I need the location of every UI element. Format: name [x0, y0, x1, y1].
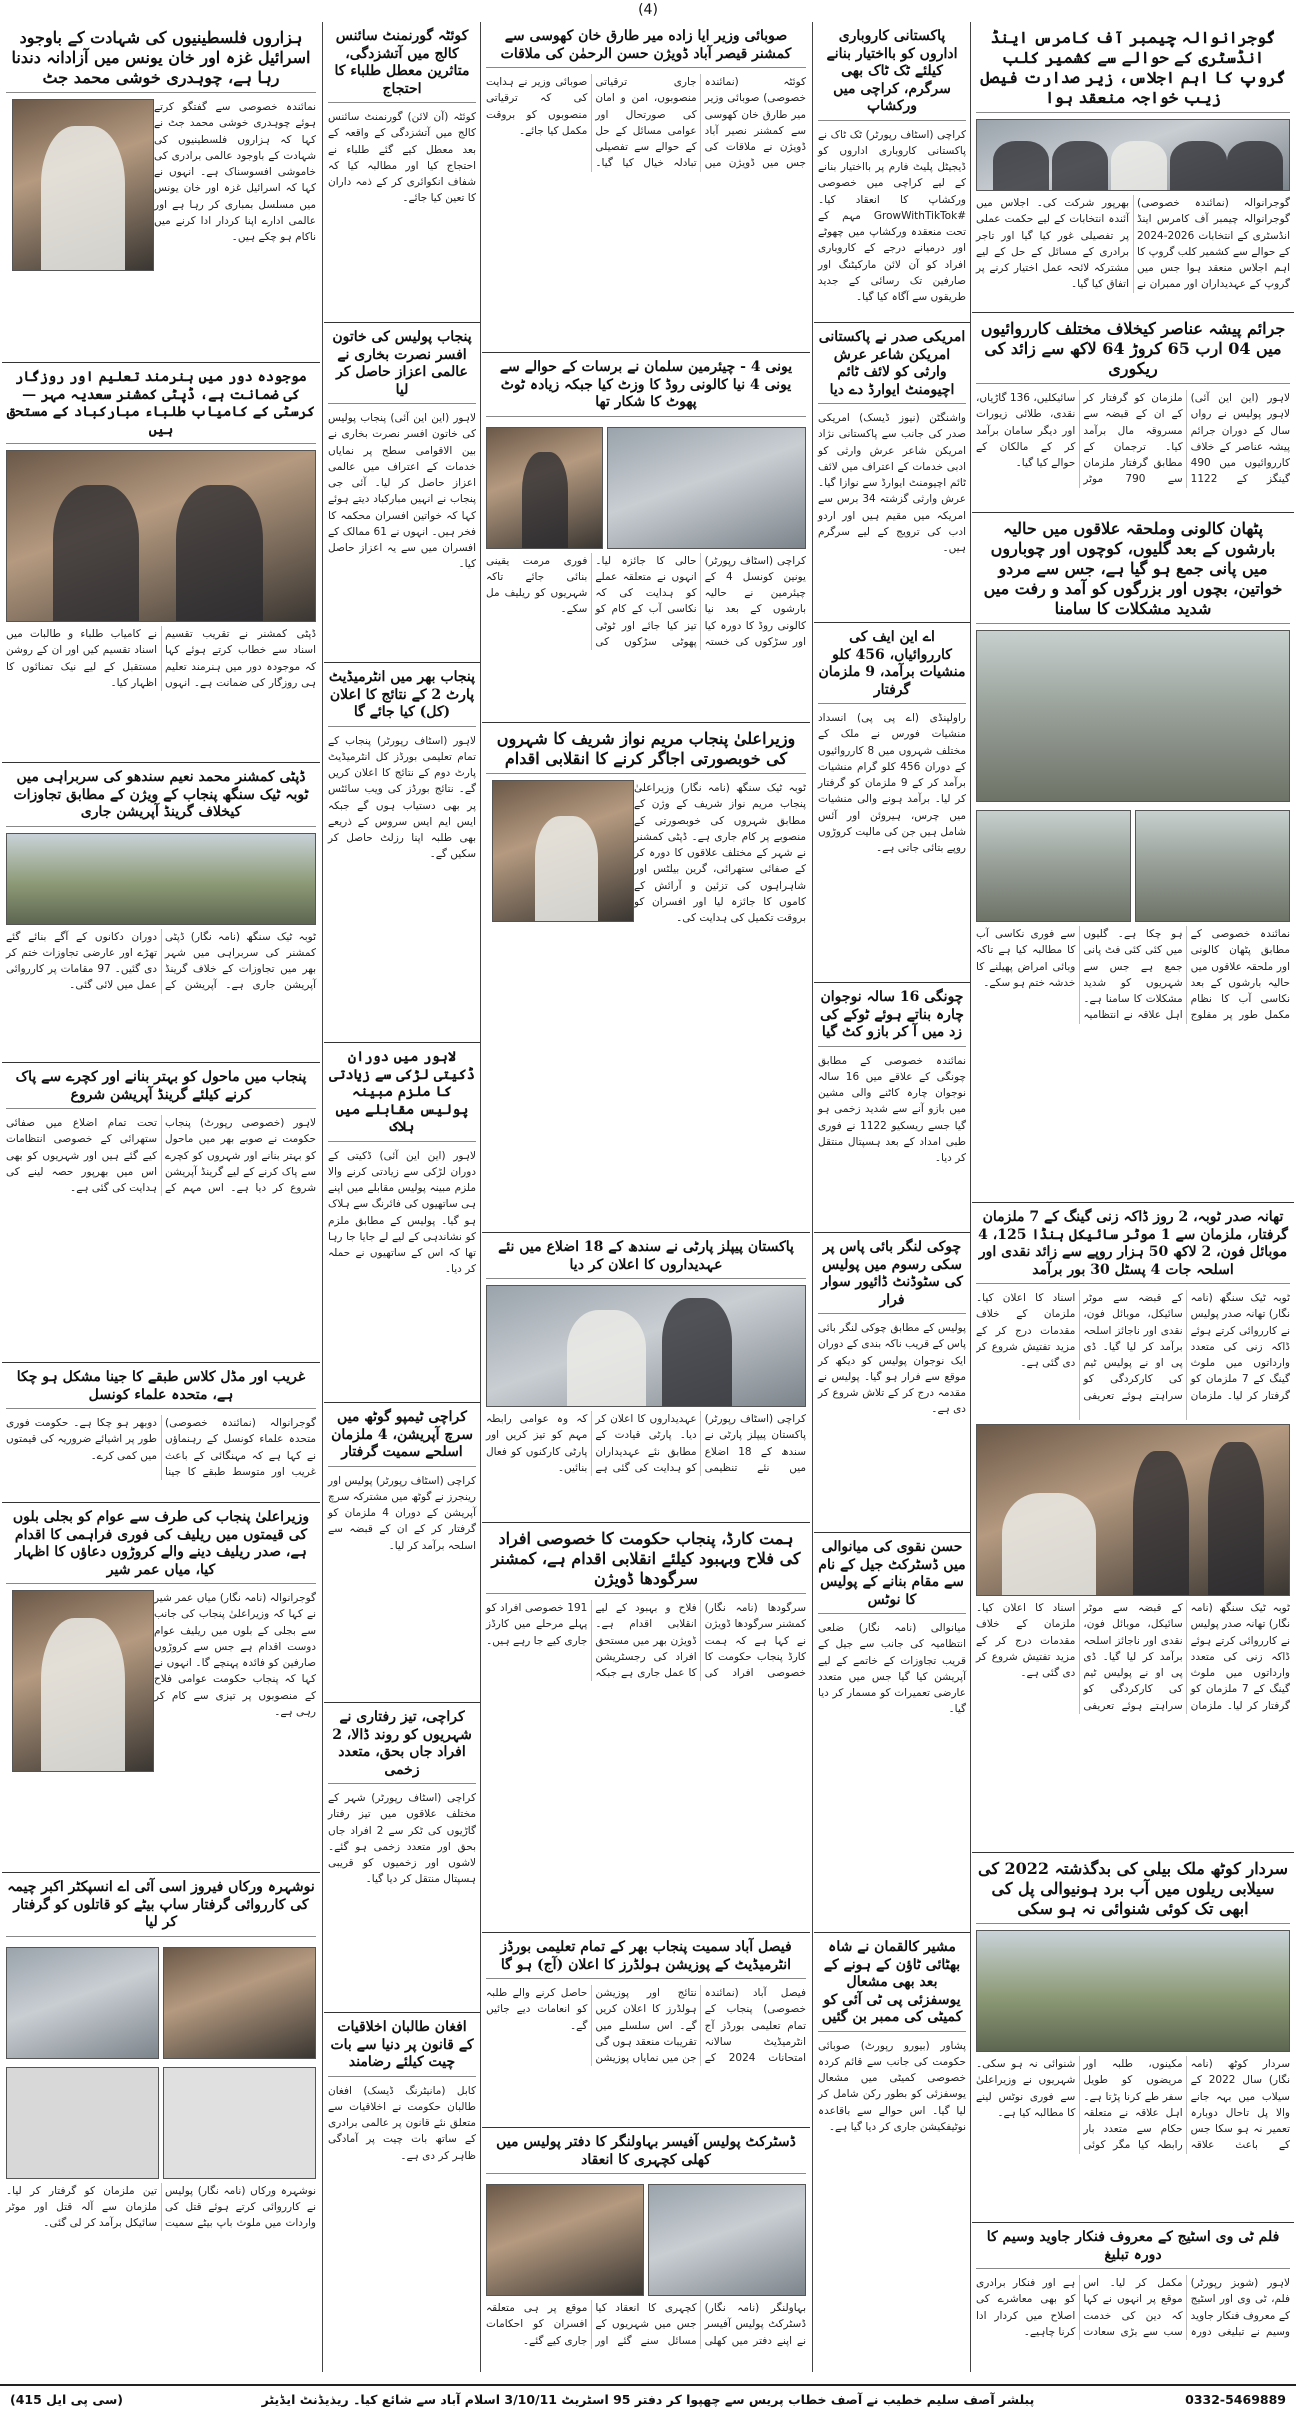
article-certificates [2, 362, 320, 762]
article-body: ٹوبہ ٹیک سنگھ (نامہ نگار) ڈپٹی کمشنر کی سربراہی میں شہر بھر میں تجاوزات کے خلاف گرینڈ آپریشن جاری ہے۔ آپریشن کے دوران دکانوں کے آگے بنائے گئے تھڑے اور عارضی تجاوزات ختم کر دی گئیں۔ 97 مقامات پر کارروائی عمل میں لائی گئی۔ [6, 930, 316, 992]
headline: ڈپٹی کمشنر محمد نعیم سندھو کی سربراہی میں ٹوبہ ٹیک سنگھ پنجاب کے ویژن کے مطابق تجاوزات کیخلاف گرینڈ آپریشن جاری [6, 769, 316, 827]
column-5 [2, 22, 320, 2372]
article-ppp [482, 1232, 810, 1522]
article-chamber-meeting [972, 22, 1294, 312]
headline: چونگی 16 سالہ نوجوان چارہ بناتے ہوئے ٹوکے کی زد میں آ کر بازو کٹ گیا [818, 989, 966, 1047]
certificate-ceremony-photo [6, 450, 316, 622]
article-search-operation [324, 1402, 480, 1702]
article-body: لاہور (این این آئی) لاہور پولیس نے رواں سال کے دوران جرائم پیشہ عناصر کے خلاف کارروائیوں میں 490 گینگز کے 1122 ملزمان کو گرفتار کر کے ان کے قبضہ سے مسروقہ مال برآمد کیا۔ ترجمان کے مطابق گرفتار ملزمان سے 790 موٹر سائیکلیں، 136 گاڑیاں، نقدی، طلائی زیورات اور دیگر سامان برآمد کر کے مالکان کے حوالے کیا گیا۔ [976, 392, 1290, 486]
article-anf [814, 622, 970, 982]
article-body: نوشہرہ ورکاں (نامہ نگار) پولیس نے کارروائی کرتے ہوئے قتل کی واردات میں ملوث باپ بیٹے سمیت تین ملزمان کو گرفتار کر لیا۔ ملزمان سے آلہ قتل اور موٹر سائیکل برآمد کر لی گئی۔ [6, 2184, 316, 2230]
headline: پنجاب میں ماحول کو بہتر بنانے اور کچرے سے پاک کرنے کیلئے گرینڈ آپریشن شروع [6, 1069, 316, 1109]
article-body: ڈپٹی کمشنر نے تقریب تقسیم اسناد سے خطاب کرتے ہوئے کہا کہ موجودہ دور میں ہنرمند تعلیم ہی روزگار کی ضمانت ہے۔ انہوں نے کامیاب طلباء و طالبات میں اسناد تقسیم کیں اور ان کے روشن مستقبل کے لیے نیک تمنائوں کا اظہار کیا۔ [6, 628, 316, 689]
article-mianwali [814, 1532, 970, 1932]
broken-bridge-photo [976, 1930, 1290, 2052]
footer-code: (سی پی ایل 415) [10, 2392, 123, 2407]
headline: پٹھان کالونی وملحقہ علاقوں میں حالیہ بارشوں کے بعد گلیوں، کوچوں اور چوباروں میں پانی جمع ہو گیا ہے، جس سے مردو خواتین، بچوں اور بزرگوں کو آمد و رفت میں شدید مشکلات کا سامنا [976, 519, 1290, 624]
headline: پاکستانی کاروباری اداروں کو بااختیار بنانے کیلئے ٹک ٹاک بھی سرگرم، کراچی میں ورکشاپ [818, 28, 966, 121]
article-body-continued: ٹوبہ ٹیک سنگھ (نامہ نگار) تھانہ صدر پولیس نے کارروائی کرتے ہوئے ڈاکہ زنی کی متعدد وارداتوں میں ملوث گینگ کے 7 ملزمان کو گرفتار کر لیا۔ ملزمان کے قبضہ سے موٹر سائیکل، موبائل فون، نقدی اور ناجائز اسلحہ برآمد کر لیا گیا۔ ڈی پی او نے پولیس ٹیم کی کارکردگی کو سراہتے ہوئے تعریفی اسناد کا اعلان کیا۔ ملزمان کے خلاف مقدمات درج کر کے مزید تفتیش شروع کر دی گئی ہے۔ [976, 1602, 1291, 1712]
article-poet-award [814, 322, 970, 622]
headline: ڈسٹرکٹ پولیس آفیسر بہاولنگر کا دفتر پولیس میں کھلی کچہری کا انعقاد [486, 2134, 806, 2174]
article-minister-meeting [482, 22, 810, 352]
article-body: کراچی (اسٹاف رپورٹر) پاکستان پیپلز پارٹی نے سندھ کے 18 اضلاع میں نئے تنظیمی عہدیداروں کا اعلان کر دیا۔ پارٹی قیادت کے مطابق نئے عہدیداران کو ہدایت کی گئی ہے کہ وہ عوامی رابطہ مہم کو تیز کریں اور پارٹی کارکنوں کو فعال بنائیں۔ [486, 1413, 807, 1474]
headline: تھانہ صدر ٹوبہ، 2 روز ڈاکہ زنی گینگ کے 7 ملزمان گرفتار، ملزمان سے 1 موٹر سائیکل ہنڈا 125، 4 موبائل فون، 2 لاکھ 50 ہزار روپے سے زائد نقدی اور اسلحہ جات 4 پسٹل 30 بور برآمد [976, 1209, 1290, 1284]
headline: پنجاب بھر میں انٹرمیڈیٹ پارٹ 2 کے نتائج کا اعلان (کل) کیا جائے گا [328, 669, 476, 727]
headline: حسن نقوی کی میانوالی میں ڈسٹرکٹ جیل کے نام سے مقام بنانے کے پولیس کا نوٹس [818, 1539, 966, 1614]
article-position-holders [482, 1932, 810, 2127]
article-beautification [482, 722, 810, 1232]
encroachment-operation-photo [6, 833, 316, 925]
footer-phone: 0332-5469889 [1185, 2392, 1286, 2407]
article-encounter [324, 1042, 480, 1402]
flooded-road-photo [1135, 810, 1290, 922]
column-3 [482, 22, 810, 2372]
article-body: لاہور (این این آئی) ڈکیتی کے دوران لڑکی سے زیادتی کرنے والا ملزم مبینہ پولیس مقابلے میں اپنے ہی ساتھیوں کی فائرنگ سے ہلاک ہو گیا۔ پولیس کے مطابق ملزم کو نشاندہی کے لیے لے جایا جا رہا تھا کہ اس کے ساتھیوں نے حملہ کر دیا۔ [328, 1149, 476, 1276]
headline: پاکستان پیپلز پارٹی نے سندھ کے 18 اضلاع میں نئے عہدیداروں کا اعلان کر دیا [486, 1239, 806, 1279]
article-body: نمائندہ خصوصی کے مطابق پٹھان کالونی اور ملحقہ علاقوں میں حالیہ بارشوں کے بعد نکاسی آب کا نظام مکمل طور پر مفلوج ہو چکا ہے۔ گلیوں میں کئی کئی فٹ پانی جمع ہے جس سے شہریوں کو شدید مشکلات کا سامنا ہے۔ اہل علاقہ نے انتظامیہ سے فوری نکاسی آب کا مطالبہ کیا ہے تاکہ وبائی امراض پھیلنے کا خدشہ ختم ہو سکے۔ [976, 928, 1290, 1022]
arrested-suspects-photo [976, 1424, 1290, 1596]
article-police-award [324, 322, 480, 662]
article-body: گوجرانوالہ (نمائندہ خصوصی) گوجرانوالہ چیمبر آف کامرس اینڈ انڈسٹری کے انتخابات 2026-2024 کے حوالے سے کشمیر کلب گروپ کا اہم اجلاس منعقد ہوا جس میں گروپ کے عہدیداران اور ممبران نے بھرپور شرکت کی۔ اجلاس میں آئندہ انتخابات کے لیے حکمت عملی پر تفصیلی غور کیا گیا اور تاجر برادری کے مسائل کے حل کے لیے مشترکہ لائحہ عمل اختیار کرنے پر اتفاق کیا گیا۔ [976, 197, 1290, 291]
article-body: گوجرانوالہ (نامہ نگار) میاں عمر شیر نے کہا کہ وزیراعلیٰ پنجاب کی جانب سے بجلی کے بلوں میں ریلیف عوام دوست اقدام ہے جس سے کروڑوں صارفین کو فائدہ پہنچے گا۔ انہوں نے کہا کہ پنجاب حکومت عوامی فلاح کے منصوبوں پر تیزی سے کام کر رہی ہے۔ [154, 1592, 316, 1718]
suspects-lineup-photo [163, 1947, 316, 2059]
headline: وزیراعلیٰ پنجاب مریم نواز شریف کا شہروں کی خوبصورتی اجاگر کرنے کا انقلابی اقدام [486, 729, 806, 774]
article-body: لاہور (شوبز رپورٹر) فلم، ٹی وی اور اسٹیج کے معروف فنکار جاوید وسیم نے تبلیغی دورہ مکمل کر لیا۔ اس موقع پر انہوں نے کہا کہ دین کی خدمت سب سے بڑی سعادت ہے اور فنکار برادری کو بھی معاشرے کی اصلاح میں کردار ادا کرنا چاہیے۔ [976, 2277, 1290, 2338]
article-body: پولیس کے مطابق چوکی لنگر بائی پاس کے قریب ناکہ بندی کے دوران ایک نوجوان پولیس کو دیکھ کر موقع سے فرار ہو گیا۔ پولیس نے مقدمہ درج کر کے تلاش شروع کر دی ہے۔ [818, 1322, 966, 1416]
dpo-office-photo [486, 2184, 644, 2296]
article-encroachment [2, 762, 320, 1062]
article-body: میانوالی (نامہ نگار) ضلعی انتظامیہ کی جانب سے جیل کے قریب تجاوزات کے خاتمے کے لیے آپریشن کیا گیا جس میں متعدد عارضی تعمیرات کو مسمار کر دیا گیا۔ [818, 1622, 966, 1716]
headline: سردار کوٹھ ملک بیلی کی بدگذشتہ 2022 کی سیلابی ریلوں میں آب برد ہونیوالی پل کی ابھی تک کوئی شنوائی نہ ہو سکی [976, 1859, 1290, 1924]
headline: لاہور میں دوران ڈکیتی لڑکی سے زیادتی کا ملزم مبینہ پولیس مقابلے میں ہلاک [328, 1049, 476, 1142]
column-rule [480, 22, 481, 2372]
article-body: راولپنڈی (اے پی پی) انسداد منشیات فورس نے ملک کے مختلف شہروں میں 8 کارروائیوں کے دوران 456 کلو گرام منشیات برآمد کر کے 9 ملزمان کو گرفتار کر لیا۔ برآمد ہونے والی منشیات میں چرس، ہیروئن اور آئس شامل ہیں جن کی مالیت کروڑوں روپے بتائی جاتی ہے۔ [818, 712, 966, 855]
evidence-photo [163, 2067, 316, 2179]
article-college-fire [324, 22, 480, 322]
article-body: بہاولنگر (نامہ نگار) ڈسٹرکٹ پولیس آفیسر نے اپنے دفتر میں کھلی کچہری کا انعقاد کیا جس میں شہریوں کے مسائل سنے گئے اور موقع پر ہی متعلقہ افسران کو احکامات جاری کیے گئے۔ [486, 2302, 806, 2347]
umar-sher-portrait [12, 1590, 154, 1772]
headline: امریکی صدر نے پاکستانی امریکن شاعر عرش وارثی کو لائف ٹائم اچیومنٹ ایوارڈ دے دیا [818, 329, 966, 404]
headline: غریب اور مڈل کلاس طبقے کا جینا مشکل ہو چکا ہے، متحدہ علماء کونسل [6, 1369, 316, 1409]
headline: مشیر کالقمان نے شاہ بھٹائی ٹاؤن کے ہونے کے بعد بھی مشعال یوسفزئی پی ٹی آئی کو کمیٹی کی ممبر بن گئیں [818, 1939, 966, 2032]
article-body: گوجرانوالہ (نمائندہ خصوصی) متحدہ علماء کونسل کے رہنماؤں نے کہا ہے کہ مہنگائی کے باعث غریب اور متوسط طبقے کا جینا دوبھر ہو چکا ہے۔ حکومت فوری طور پر اشیائے ضروریہ کی قیمتوں میں کمی کرے۔ [6, 1417, 316, 1478]
meeting-photo [976, 119, 1290, 191]
headline: یونی 4 - چیئرمین سلمان نے برسات کے حوالے سے یونی 4 نیا کالونی روڈ کا وزٹ کیا جبکہ زیادہ ٹوٹ پھوٹ کا شکار تھا [486, 359, 806, 417]
street-cars-photo [607, 427, 806, 549]
headline: چوکی لنگر بائی پاس پر سکی رسوم میں پولیس کی سٹوڈنٹ ڈائیور سوار فرار [818, 1239, 966, 1314]
headline: موجودہ دور میں ہنرمند تعلیم اور روزگار کی ضمانت ہے، ڈپٹی کمشنر سعدیہ مہر — کرسٹی کے کامیاب طلباء مبارکباد کے مستحق ہیں [6, 369, 316, 444]
article-ulema-council [2, 1362, 320, 1502]
official-at-desk-photo [492, 780, 634, 922]
khushi-muhammad-portrait [12, 99, 154, 271]
article-committee [814, 1932, 970, 2372]
headline: جرائم پیشہ عناصر کیخلاف مختلف کارروائیوں میں 04 ارب 65 کروڑ 64 لاکھ سے زائد کی ریکوری [976, 319, 1290, 384]
article-uc-visit [482, 352, 810, 722]
article-dacoit-gang [972, 1202, 1294, 1852]
headline: کراچی ٹیمپو گوٹھ میں سرچ آپریشن، 4 ملزمان اسلحے سمیت گرفتار [328, 1409, 476, 1467]
article-body: فیصل آباد (نمائندہ خصوصی) پنجاب کے تمام تعلیمی بورڈز آج انٹرمیڈیٹ سالانہ امتحانات 2024 کے نتائج اور پوزیشن ہولڈرز کا اعلان کریں گے۔ اس سلسلے میں تقریبات منعقد ہوں گی جن میں نمایاں پوزیشن حاصل کرنے والے طلبہ کو انعامات دیے جائیں گے۔ [486, 1987, 806, 2065]
headline: افغان طالبان اخلاقیات کے قانون پر دنیا سے بات چیت کیلئے رضامند [328, 2019, 476, 2077]
article-youth-injured [814, 982, 970, 1232]
chairman-portrait [486, 427, 603, 549]
article-himmat-card [482, 1522, 810, 1932]
article-body: کراچی (اسٹاف رپورٹر) ٹک ٹاک نے پاکستانی کاروباری اداروں کو ڈیجیٹل پلیٹ فارم پر بااختیار بنانے کے لیے کراچی میں خصوصی ورکشاپ کا انعقاد کیا۔ #GrowWithTikTok مہم کے تحت منعقدہ ورکشاپ میں چھوٹے اور درمیانے درجے کے کاروباری افراد کو آن لائن مارکیٹنگ اور صارفین تک رسائی کے جدید طریقوں سے آگاہ کیا گیا۔ [818, 128, 966, 304]
article-speeding [324, 1702, 480, 2012]
article-inter-results [324, 662, 480, 1042]
column-4 [324, 22, 480, 2372]
flooded-lane-photo [976, 810, 1131, 922]
article-electricity-relief [2, 1502, 320, 1872]
headline: وزیراعلیٰ پنجاب کی طرف سے عوام کو بجلی بلوں کی قیمتوں میں ریلیف کی فوری فراہمی کا اقدام ہے، صدر ریلیف دینے والے کروڑوں دعاؤں کا اظہار کیا، میاں عمر شیر [6, 1509, 316, 1584]
article-body: پشاور (بیورو رپورٹ) صوبائی حکومت کی جانب سے قائم کردہ خصوصی کمیٹی میں مشعال یوسفزئی کو بطور رکن شامل کر لیا گیا۔ اس حوالے سے باقاعدہ نوٹیفکیشن جاری کر دیا گیا ہے۔ [818, 2039, 966, 2133]
article-body: کوئٹہ (آن لائن) گورنمنٹ سائنس کالج میں آتشزدگی کے واقعہ کے بعد معطل کیے گئے طلباء نے احتجاج کیا اور مطالبہ کیا کہ شفاف انکوائری کر کے ذمہ داران کا تعین کیا جائے۔ [328, 111, 476, 205]
column-1 [972, 22, 1294, 2372]
headline: گوجرانوالہ چیمبر آف کامرس اینڈ انڈسٹری کے حوالے سے کشمیر کلب گروپ کا اہم اجلاس، زیر صدارت فیصل زیب خواجہ منعقد ہوا [976, 28, 1290, 113]
article-body: نمائندہ خصوصی کے مطابق چونگی کے علاقے میں 16 سالہ نوجوان چارہ کاٹنے والی مشین میں بازو آنے سے شدید زخمی ہو گیا جسے ریسکیو 1122 نے فوری طبی امداد کے بعد ہسپتال منتقل کر دیا۔ [818, 1054, 966, 1165]
article-murder-arrest [2, 1872, 320, 2372]
headline: صوبائی وزیر ایا زاده میر طارق خان کھوسی سے کمشنر قیصر آباد ڈویژن حسن الرحمٰن کی ملاقات [486, 28, 806, 68]
article-body: لاہور (این این آئی) پنجاب پولیس کی خاتون افسر نصرت بخاری نے بین الاقوامی سطح پر نمایاں خدمات کے اعتراف میں عالمی اعزاز حاصل کر لیا۔ آئی جی پنجاب نے انہیں مبارکباد دیتے ہوئے کہا کہ خواتین افسران محکمہ کا فخر ہیں۔ انہوں نے 61 ممالک کے افسران میں سے یہ اعزاز حاصل کیا۔ [328, 412, 476, 571]
headline: اے این ایف کی کارروائیاں، 456 کلو منشیات برآمد، 9 ملزمان گرفتار [818, 629, 966, 704]
flooded-street-photo [976, 630, 1290, 802]
article-body: کوئٹہ (نمائندہ خصوصی) صوبائی وزیر میر طارق خان کھوسی سے کمشنر نصیر آباد ڈویژن نے ملاقات کی جس میں ڈویژن میں جاری ترقیاتی منصوبوں، امن و امان کی صورتحال اور عوامی مسائل کے حل کے حوالے سے تفصیلی تبادلہ خیال کیا گیا۔ صوبائی وزیر نے ہدایت کی کہ ترقیاتی منصوبوں کو بروقت مکمل کیا جائے۔ [486, 76, 806, 170]
footer-imprint [0, 2384, 1296, 2407]
article-body: سرگودھا (نامہ نگار) کمشنر سرگودھا ڈویژن نے کہا ہے کہ ہمت کارڈ پنجاب حکومت کا خصوصی افراد کی فلاح و بہبود کے لیے انقلابی اقدام ہے۔ ڈویژن بھر میں مستحق افراد کی رجسٹریشن کا عمل جاری ہے جبکہ 191 خصوصی افراد کو پہلے مرحلے میں کارڈز جاری کیے جا رہے ہیں۔ [486, 1602, 806, 1680]
ppp-leaders-photo [486, 1285, 806, 1407]
article-body: سردار کوٹھ (نامہ نگار) سال 2022 کے سیلاب میں بہہ جانے والا پل تاحال دوبارہ تعمیر نہ ہو سکا جس کے باعث علاقہ مکینوں، طلبہ اور مریضوں کو طویل سفر طے کرنا پڑتا ہے۔ اہل علاقہ نے متعلقہ حکام سے متعدد بار رابطہ کیا مگر کوئی شنوائی نہ ہو سکی۔ شہریوں نے وزیراعلیٰ سے فوری نوٹس لینے کا مطالبہ کیا ہے۔ [976, 2058, 1290, 2152]
article-body: لاہور (خصوصی رپورٹ) پنجاب حکومت نے صوبے بھر میں ماحول کو بہتر بنانے اور شہروں کو کچرے سے پاک کرنے کے لیے گرینڈ آپریشن شروع کر دیا ہے۔ اس مہم کے تحت تمام اضلاع میں صفائی ستھرائی کے خصوصی انتظامات کیے گئے ہیں اور شہریوں کو بھی اس میں بھرپور حصہ لینے کی ہدایت کی گئی ہے۔ [6, 1117, 316, 1195]
article-body: ٹوبہ ٹیک سنگھ (نامہ نگار) وزیراعلیٰ پنجاب مریم نواز شریف کے وژن کے مطابق شہروں کی خوبصورتی کے منصوبے پر کام جاری ہے۔ ڈپٹی کمشنر نے شہر کے مختلف علاقوں کا دورہ کر کے صفائی ستھرائی، گرین بیلٹس اور شاہراہوں کی تزئین و آرائش کے کاموں کا جائزہ لیا اور افسران کو بروقت تکمیل کی ہدایت کی۔ [634, 782, 806, 925]
article-body: ٹوبہ ٹیک سنگھ (نامہ نگار) تھانہ صدر پولیس نے کارروائی کرتے ہوئے ڈاکہ زنی کی متعدد وارداتوں میں ملوث گینگ کے 7 ملزمان کو گرفتار کر لیا۔ ملزمان کے قبضہ سے موٹر سائیکل، موبائل فون، نقدی اور ناجائز اسلحہ برآمد کر لیا گیا۔ ڈی پی او نے پولیس ٹیم کی کارکردگی کو سراہتے ہوئے تعریفی اسناد کا اعلان کیا۔ ملزمان کے خلاف مقدمات درج کر کے مزید تفتیش شروع کر دی گئی ہے۔ [976, 1292, 1290, 1402]
headline: فیصل آباد سمیت پنجاب بھر کے تمام تعلیمی بورڈز انٹرمیڈیٹ کے پوزیشن ہولڈرز کا اعلان (آج) ہو گا [486, 1939, 806, 1979]
article-open-court [482, 2127, 810, 2372]
column-rule [322, 22, 323, 2372]
headline: کراچی، تیز رفتاری نے شہریوں کو روند ڈالا، 2 افراد جاں بحق، متعدد زخمی [328, 1709, 476, 1784]
footer-text: پبلشر آصف سلیم خطیب نے آصف خطاب پریس سے چھپوا کر دفتر 95 اسٹریٹ 3/10/11 اسلام آباد سے شائع کیا۔ ریذیڈنٹ ایڈیٹر [261, 2392, 1035, 2407]
article-recovery [972, 312, 1294, 512]
article-body: واشنگٹن (نیوز ڈیسک) امریکی صدر کی جانب سے پاکستانی نژاد امریکن شاعر عرش وارثی کو ادبی خدمات کے اعتراف میں لائف ٹائم اچیومنٹ ایوارڈ سے نوازا گیا۔ عرش وارثی گزشتہ 34 برس سے امریکہ میں مقیم ہیں اور اردو ادب کی ترویج کے لیے سرگرم ہیں۔ [818, 412, 966, 555]
headline: فلم ٹی وی اسٹیج کے معروف فنکار جاوید وسیم کا دورہ تبلیغ [976, 2229, 1290, 2269]
document-photo [6, 2067, 159, 2179]
article-artist [972, 2222, 1294, 2372]
motorbike-suspects-photo [6, 1947, 159, 2059]
article-body: کابل (مانیٹرنگ ڈیسک) افغان طالبان حکومت نے اخلاقیات سے متعلق نئے قانون پر عالمی برادری کے ساتھ بات چیت پر آمادگی ظاہر کر دی ہے۔ [328, 2084, 476, 2162]
column-2 [814, 22, 970, 2372]
page-number: (4) [638, 2, 658, 18]
headline: ہمت کارڈ، پنجاب حکومت کا خصوصی افراد کی فلاح وبہبود کیلئے انقلابی اقدام ہے، کمشنر سرگودھا ڈویژن [486, 1529, 806, 1594]
open-court-photo [648, 2184, 806, 2296]
article-body: نمائندہ خصوصی سے گفتگو کرتے ہوئے چوہدری خوشی محمد جٹ نے کہا کہ ہزاروں فلسطینیوں کی شہادت کے باوجود عالمی برادری کی خاموشی افسوسناک ہے۔ انہوں نے کہا کہ اسرائیل غزہ اور خان یونس میں مسلسل بمباری کر رہا ہے اور عالمی ادارے اپنا کردار ادا کرنے میں ناکام ہو چکے ہیں۔ [154, 101, 316, 244]
article-body: لاہور (اسٹاف رپورٹر) پنجاب کے تمام تعلیمی بورڈز کل انٹرمیڈیٹ پارٹ دوم کے نتائج کا اعلان کریں گے۔ نتائج بورڈز کی ویب سائٹس پر بھی دستیاب ہوں گے جبکہ ایس ایم ایس سروس کے ذریعے بھی طلبہ اپنا رزلٹ حاصل کر سکیں گے۔ [328, 734, 476, 861]
article-bridge [972, 1852, 1294, 2222]
article-tiktok [814, 22, 970, 322]
article-bypass [814, 1232, 970, 1532]
article-clean-punjab [2, 1062, 320, 1362]
article-body: کراچی (اسٹاف رپورٹر) شہر کے مختلف علاقوں میں تیز رفتار گاڑیوں کی ٹکر سے 2 افراد جاں بحق اور متعدد زخمی ہو گئے۔ لاشوں اور زخمیوں کو قریبی ہسپتال منتقل کر دیا گیا۔ [328, 1792, 476, 1886]
column-rule [812, 22, 813, 2372]
article-body: کراچی (اسٹاف رپورٹر) پولیس اور رینجرز نے گوٹھ میں مشترکہ سرچ آپریشن کے دوران 4 ملزمان کو گرفتار کر کے ان کے قبضہ سے اسلحہ برآمد کر لیا۔ [328, 1474, 476, 1552]
article-taliban [324, 2012, 480, 2372]
article-palestine [2, 22, 320, 362]
headline: ہزاروں فلسطینیوں کی شہادت کے باوجود اسرائیل غزہ اور خان یونس میں آزادانہ دندنا رہا ہے، چوہدری خوشی محمد جٹ [6, 28, 316, 93]
article-body: کراچی (اسٹاف رپورٹر) یونین کونسل 4 کے چیئرمین نے حالیہ بارشوں کے بعد نیا کالونی روڈ کا دورہ کیا اور سڑکوں کی خستہ حالی کا جائزہ لیا۔ انہوں نے متعلقہ عملے کو ہدایت کی کہ نکاسی آب کے کام کو تیز کیا جائے اور ٹوٹی پھوٹی سڑکوں کی فوری مرمت یقینی بنائی جائے تاکہ شہریوں کو ریلیف مل سکے۔ [486, 554, 806, 648]
article-rain-water [972, 512, 1294, 1202]
headline: کوئٹہ گورنمنٹ سائنس کالج میں آتشزدگی، متاثرین معطل طلباء کا احتجاج [328, 28, 476, 103]
column-rule [970, 22, 971, 2372]
headline: پنجاب پولیس کی خاتون افسر نصرت بخاری نے عالمی اعزاز حاصل کر لیا [328, 329, 476, 404]
headline: نوشہرہ ورکاں فیروز اسی آئی اے انسپکٹر اکبر چیمہ کی کارروائی گرفتار ساپ بیٹے کو قاتلوں کو گرفتار کر لیا [6, 1879, 316, 1937]
